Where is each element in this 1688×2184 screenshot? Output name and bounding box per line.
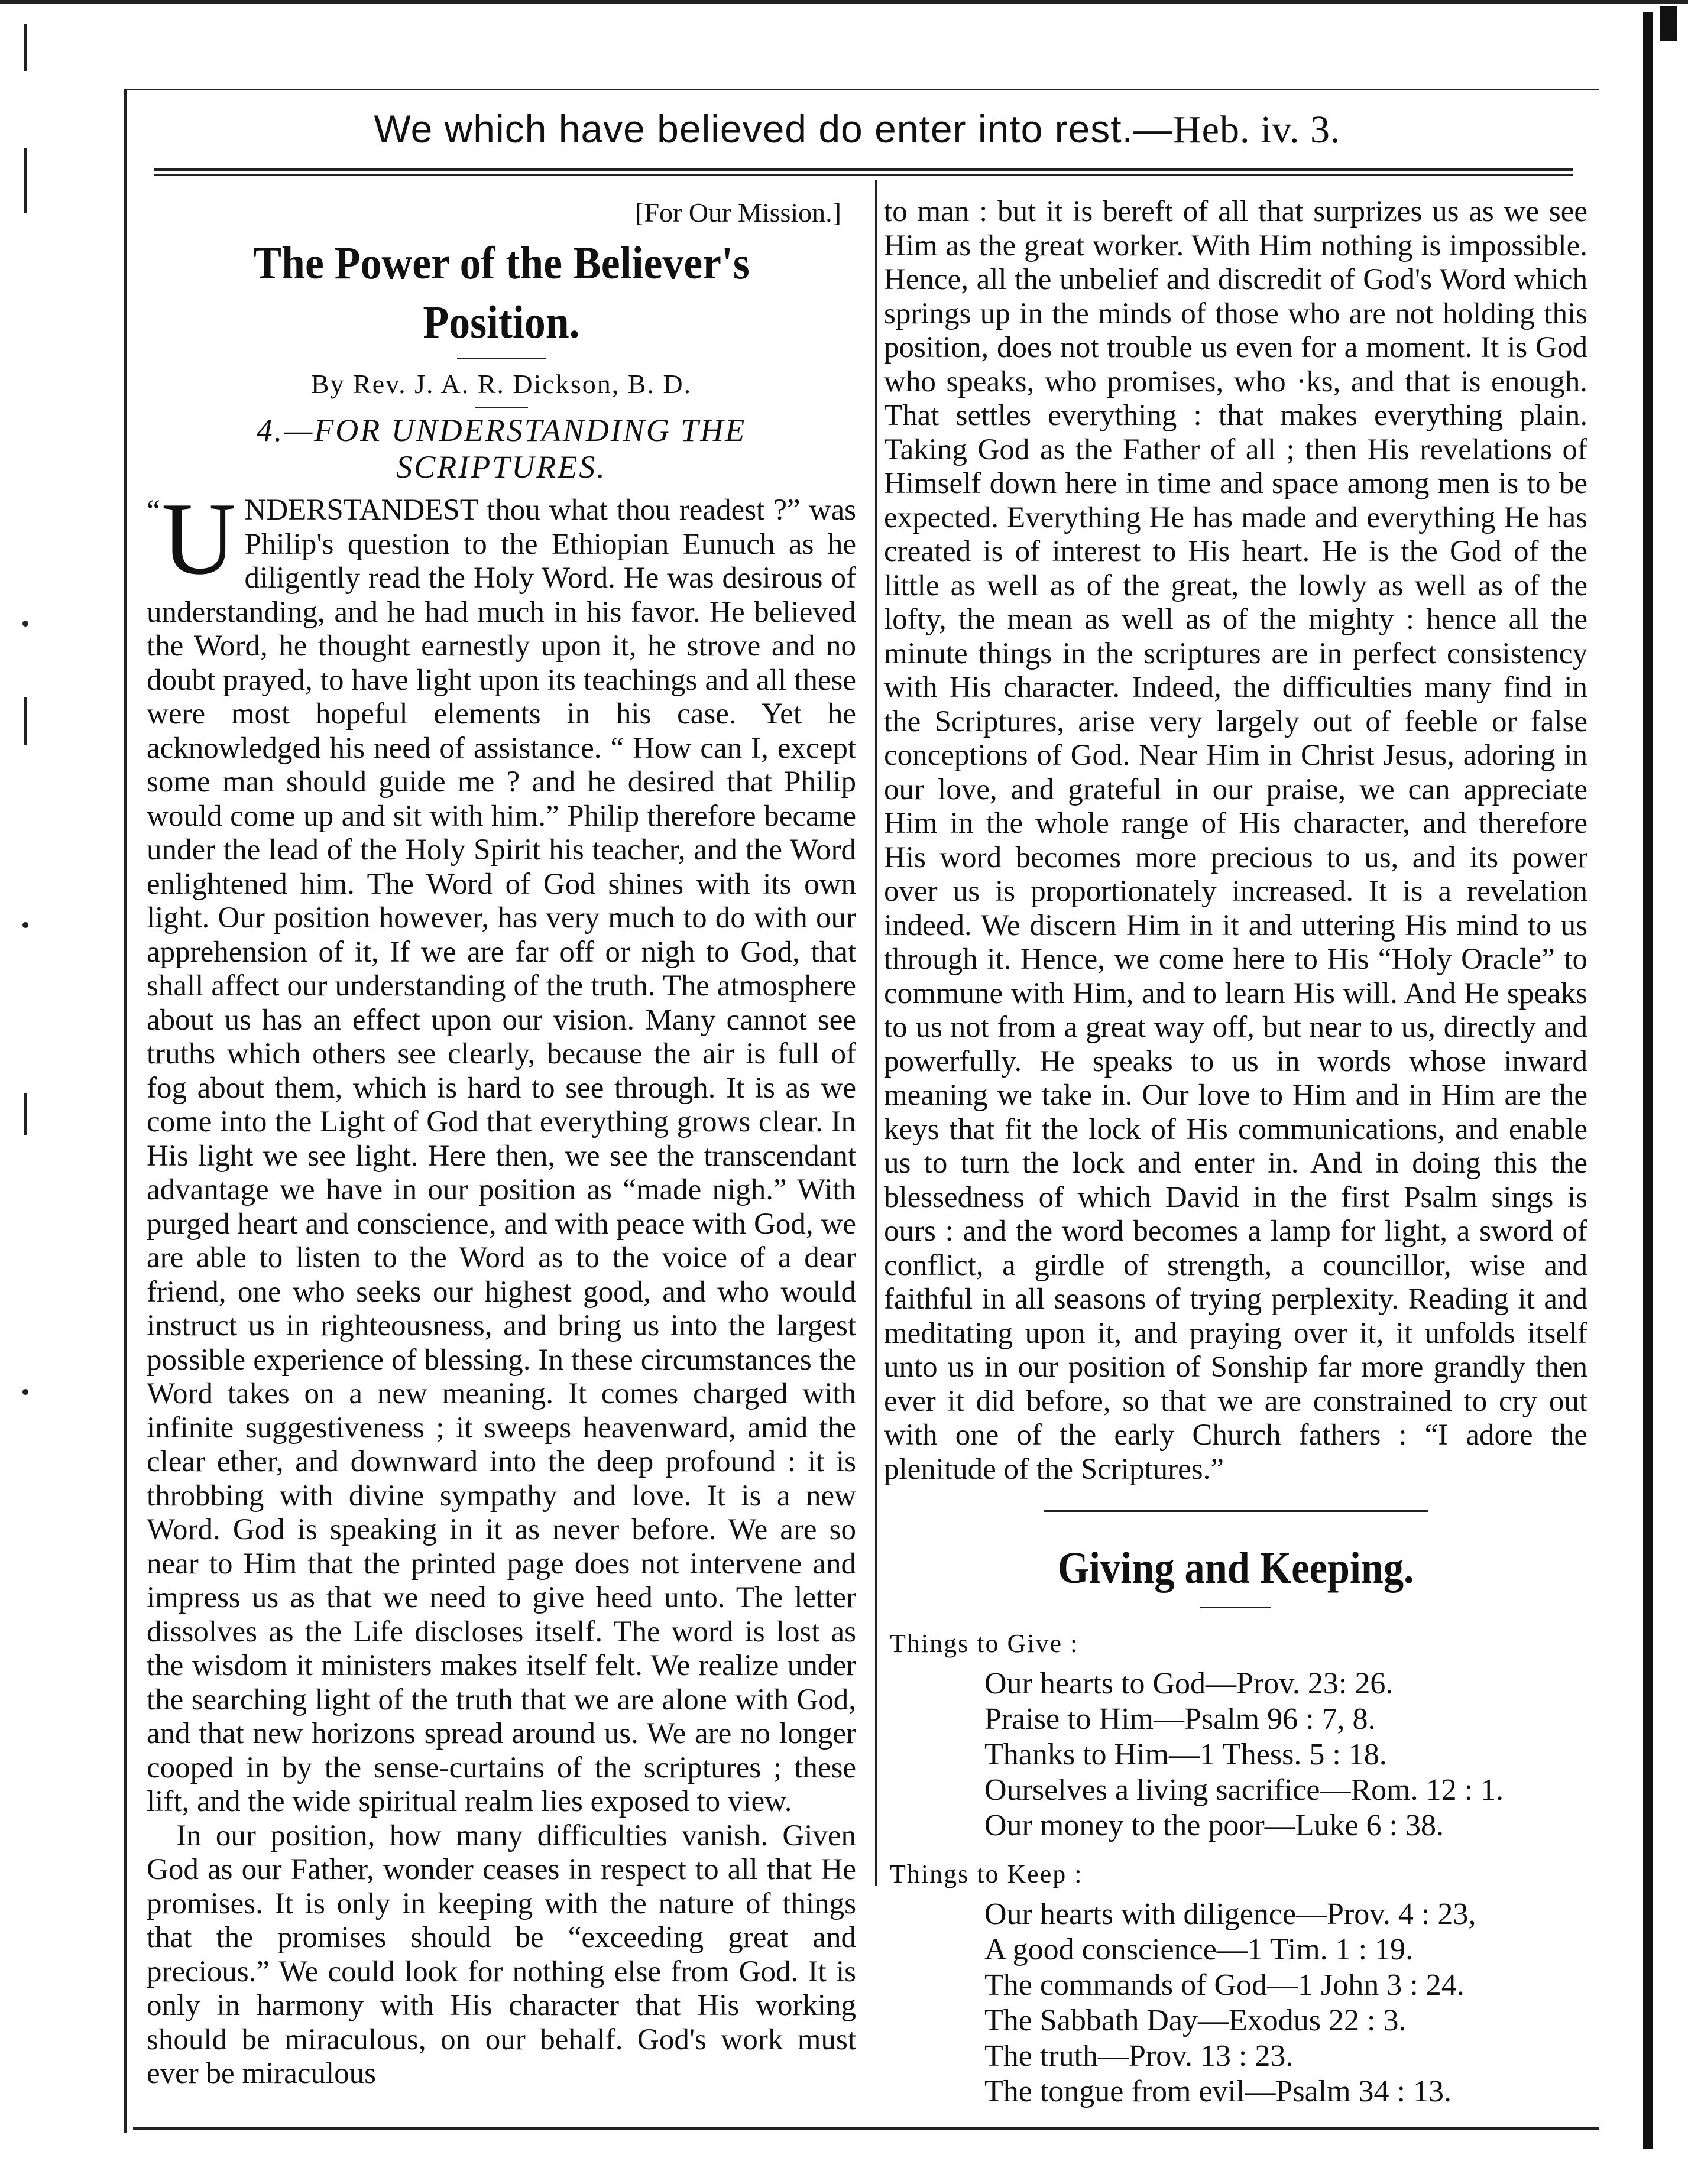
page-right-edge (1643, 12, 1653, 2149)
article-paragraph (147, 481, 856, 1819)
give-item: Our money to the poor—Luke 6 : 38. (984, 1809, 1444, 1842)
page-corner-mark (1660, 6, 1677, 41)
title-rule (457, 358, 546, 359)
keep-item: A good conscience—1 Tim. 1 : 19. (984, 1933, 1414, 1966)
giving-title: Giving and Keeping. (1057, 1543, 1414, 1593)
bottom-rule (133, 2127, 1599, 2130)
article-paragraph: In our position, how many difficulties vanish. Given God as our Father, wonder ceases in respect to all that He promises. It is only in keeping with the nature of things that the promises should be “exceeding great and precious.” We could look for nothing else from God. It is only in harmony with His character that His working should be miraculous, on our behalf. God's work must ever be miraculous (147, 1819, 856, 2090)
paragraph-text: NDERSTANDEST thou what thou readest ?” was Philip's question to the Ethiopian Eunuch as he diligently read the Holy Word. He was desirous of understanding, and he had much in his favor. He believed the Word, he thought earnestly upon it, he strove and no doubt prayed, to have light upon its teachings and all these were most hopeful elements in his case. Yet he acknowledged his need of assistance. “ How can I, except some man should guide me ? and he desired that Philip would come up and sit with him.” Philip therefore became under the lead of the Holy Spirit his teacher, and the Word enlightened him. The Word of God shines with its own light. Our position however, has very much to do with our apprehension of it, If we are far off or nigh to God, that shall affect our understanding of the truth. The atmosphere about us has an effect upon our vision. Many cannot see truths which others see clearly, because the air is full of fog about them, which is hard to see through. It is as we come into the Light of God that everything grows clear. In His light we see light. Here then, we see the transcendant advantage we have in our position as “made nigh.” With purged heart and conscience, and with peace with God, we are able to listen to the Word as to the voice of a dear friend, one who seeks our highest good, and who would instruct us in righteousness, and bring us into the largest possible experience of blessing. In these circumstances the Word takes on a new meaning. It comes charged with infinite suggestiveness ; it sweeps heavenward, amid the clear ether, and downward into the deep profound : it is throbbing with divine sympathy and love. It is a new Word. God is speaking in it as never before. We are so near to Him that the printed page does not intervene and impress us as that we need to give heed unto. The letter dissolves as the Life discloses itself. The word is lost as the wisdom it ministers makes itself felt. We realize under the searching light of the truth that we are alone with God, and that new horizons spread around us. We are no longer cooped in by the sense-curtains of the scriptures ; these lift, and the wide spiritual realm lies exposed to view. (147, 494, 856, 1818)
margin-mark (24, 1093, 27, 1135)
margin-dot (22, 922, 28, 928)
motto-banner (127, 106, 1587, 152)
keep-item: The Sabbath Day—Exodus 22 : 3. (984, 2004, 1407, 2037)
margin-mark (24, 24, 27, 71)
margin-dot (22, 621, 28, 627)
motto-rule (154, 174, 1573, 176)
margin-dot (22, 1389, 28, 1395)
keep-item: The tongue from evil—Psalm 34 : 13. (984, 2075, 1452, 2108)
left-column (147, 195, 856, 2091)
column-divider (875, 180, 877, 1886)
margin-mark (24, 148, 27, 213)
article-paragraph-continued: to man : but it is bereft of all that surprizes us as we see Him as the great worker. With Him nothing is impossible. Hence, all the unbelief and discredit of God's Word which springs up in the minds of those who are not holding this position, does not trouble us even for a moment. It is God who speaks, who promises, who ·ks, and that is enough. That settles everything : that makes everything plain. Taking God as the Father of all ; then His revelations of Himself down here in time and space among men is to be expected. Everything He has made and everything He has created is of interest to His heart. He is the God of the little as well as of the great, the lowly as well as of the lofty, the mean as well as of the mighty : hence all the minute things in the scriptures are in perfect consistency with His character. Indeed, the difficulties many find in the Scriptures, arise very largely out of feeble or false conceptions of God. Near Him in Christ Jesus, adoring in our love, and grateful in our praise, we can appreciate Him in the whole range of His character, and therefore His word becomes more precious to us, and its power over us is proportionately increased. It is a revelation indeed. We discern Him in it and uttering His mind to us through it. Hence, we come here to His “Holy Oracle” to commune with Him, and to learn His will. And He speaks to us not from a great way off, but near to us, directly and powerfully. He speaks to us in words whose inward meaning we take in. Our love to Him and in Him are the keys that fit the lock of His communications, and enable us to turn the lock and enter in. And in doing this the blessedness of which David in the first Psalm sings is ours : and the word becomes a lamp for light, a sword of conflict, a girdle of strength, a councillor, wise and faithful in all seasons of trying perplexity. Reading it and meditating upon it, and praying over it, it unfolds itself unto us in our position of Sonship far more grandly then ever it did before, so that we are constrained to cry out with one of the early Church fathers : “I adore the plenitude of the Scriptures.” (884, 195, 1587, 1486)
article-kicker: [For Our Mission.] (635, 197, 841, 228)
give-item: Our hearts to God—Prov. 23: 26. (984, 1667, 1394, 1701)
motto-reference: Heb. iv. 3. (1172, 108, 1341, 151)
opening-quote: “ (147, 494, 161, 528)
article-title: The Power of the Believer's Position. (253, 237, 750, 348)
margin-mark (24, 697, 27, 745)
keep-heading: Things to Keep : (890, 1860, 1083, 1888)
give-item: Praise to Him—Psalm 96 : 7, 8. (984, 1702, 1376, 1736)
keep-item: Our hearts with diligence—Prov. 4 : 23, (984, 1897, 1476, 1931)
give-list (884, 1666, 1587, 1844)
page-top-edge (0, 0, 1688, 8)
right-column (884, 195, 1587, 2110)
give-item: Thanks to Him—1 Thess. 5 : 18. (984, 1738, 1387, 1771)
keep-item: The commands of God—1 John 3 : 24. (984, 1968, 1465, 2002)
keep-item: The truth—Prov. 13 : 23. (984, 2039, 1294, 2073)
section-divider (1044, 1510, 1428, 1512)
giving-title-rule (1200, 1607, 1271, 1608)
keep-list (884, 1897, 1587, 2110)
section-heading: 4.—FOR UNDERSTANDING THE SCRIPTURES. (256, 413, 747, 485)
give-item: Ourselves a living sacrifice—Rom. 12 : 1. (984, 1773, 1504, 1807)
give-heading: Things to Give : (890, 1629, 1079, 1658)
article-byline: By Rev. J. A. R. Dickson, B. D. (310, 369, 692, 399)
motto-text: We which have believed do enter into rest.— (374, 107, 1173, 151)
byline-rule (475, 407, 528, 408)
drop-cap: U (161, 481, 236, 596)
motto-rule (154, 168, 1573, 171)
